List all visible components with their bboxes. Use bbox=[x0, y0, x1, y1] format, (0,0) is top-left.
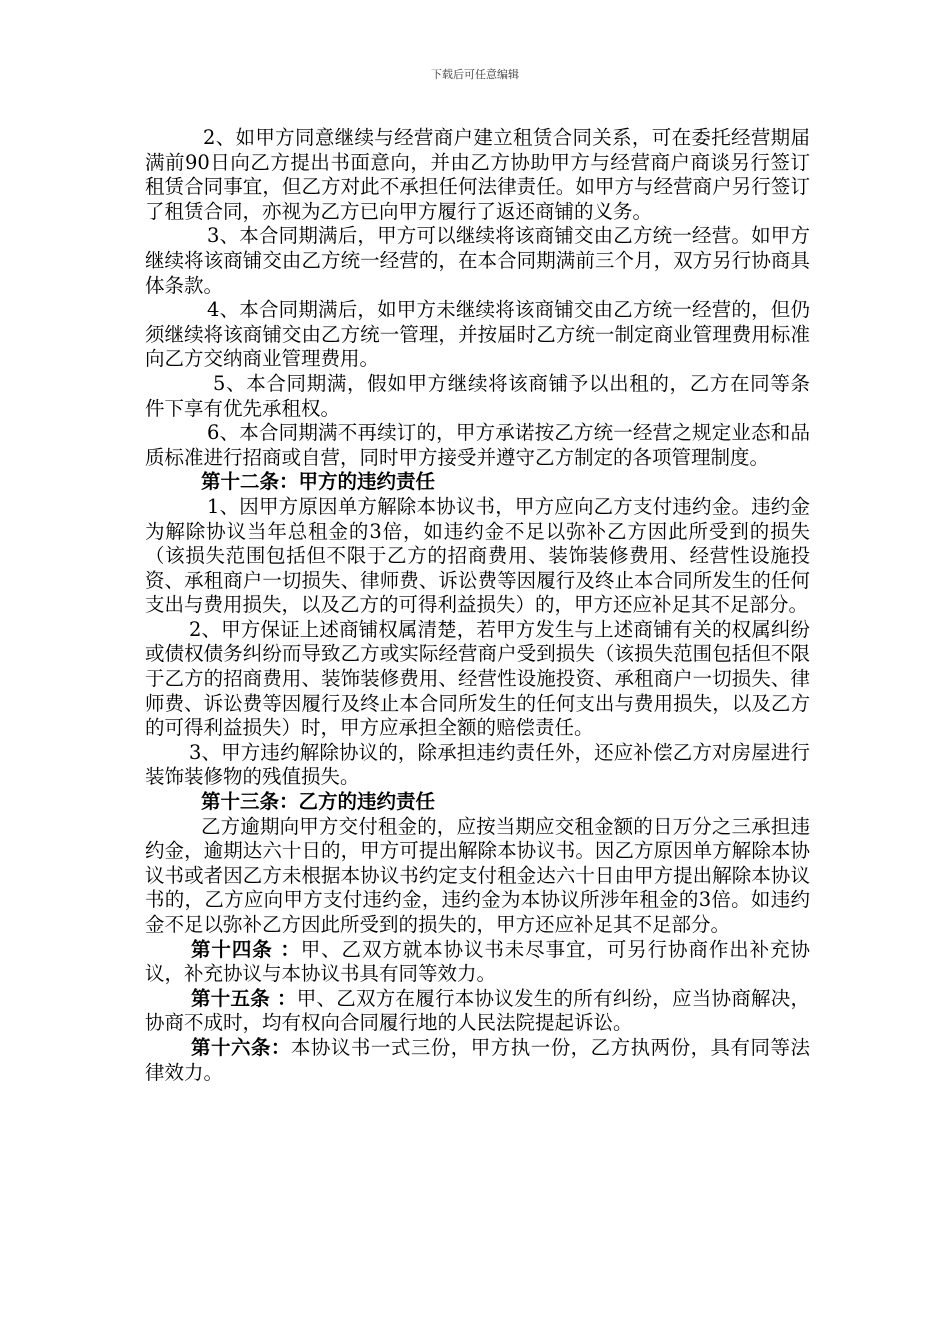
document-body bbox=[145, 126, 810, 1085]
clause16 bbox=[145, 1036, 810, 1085]
clause12-item-1: 1、因甲方原因单方解除本协议书，甲方应向乙方支付违约金。违约金为解除协议当年总租金的3倍，如违约金不足以弥补乙方因此所受到的损失（该损失范围包括但不限于乙方的招商费用、装饰装修费用、经营性设施投资、承租商户一切损失、律师费、诉讼费等因履行及终止本合同所发生的任何支出与费用损失，以及乙方的可得利益损失）的，甲方还应补足其不足部分。 bbox=[145, 494, 810, 617]
clause13-text: 乙方逾期向甲方交付租金的，应按当期应交租金额的日万分之三承担违约金，逾期达六十日的，甲方可提出解除本协议书。因乙方原因单方解除本协议书或者因乙方未根据本协议书约定支付租金达六十日由甲方提出解除本协议书的，乙方应向甲方支付违约金，违约金为本协议所涉年租金的3倍。如违约金不足以弥补乙方因此所受到的损失的，甲方还应补足其不足部分。 bbox=[145, 814, 810, 936]
clause12-item-3: 3、甲方违约解除协议的，除承担违约责任外，还应补偿乙方对房屋进行装饰装修物的残值损失。 bbox=[145, 740, 810, 789]
clause15-text: 甲、乙双方在履行本协议发生的所有纠纷，应当协商解决，协商不成时，均有权向合同履行地的人民法院提起诉讼。 bbox=[145, 986, 810, 1035]
clause15 bbox=[145, 987, 810, 1036]
clause11-item-5: 5、本合同期满，假如甲方继续将该商铺予以出租的，乙方在同等条件下享有优先承租权。 bbox=[145, 371, 810, 420]
clause11-item-2: 2、如甲方同意继续与经营商户建立租赁合同关系，可在委托经营期届满前90日向乙方提出书面意向，并由乙方协助甲方与经营商户商谈另行签订租赁合同事宜，但乙方对此不承担任何法律责任。如甲方与经营商户另行签订了租赁合同，亦视为乙方已向甲方履行了返还商铺的义务。 bbox=[145, 126, 810, 223]
clause13-heading: 第十三条：乙方的违约责任 bbox=[201, 790, 436, 814]
clause12-heading: 第十二条：甲方的违约责任 bbox=[201, 470, 436, 494]
clause12-item-2: 2、甲方保证上述商铺权属清楚，若甲方发生与上述商铺有关的权属纠纷或债权债务纠纷而导致乙方或实际经营商户受到损失（该损失范围包括但不限于乙方的招商费用、装饰装修费用、经营性设施投资、承租商户一切损失、律师费、诉讼费等因履行及终止本合同所发生的任何支出与费用损失，以及乙方的可得利益损失）时，甲方应承担全额的赔偿责任。 bbox=[145, 617, 810, 740]
page-header: 下载后可任意编辑 bbox=[431, 68, 519, 81]
clause14-text: 甲、乙双方就本协议书未尽事宜，可另行协商作出补充协议，补充协议与本协议书具有同等效力。 bbox=[145, 937, 810, 986]
clause14-heading: 第十四条 ： bbox=[191, 937, 301, 961]
clause15-heading: 第十五条 ： bbox=[191, 986, 297, 1010]
clause16-text: 本协议书一式三份，甲方执一份，乙方执两份，具有同等法律效力。 bbox=[145, 1035, 810, 1084]
clause11-item-3: 3、本合同期满后，甲方可以继续将该商铺交由乙方统一经营。如甲方继续将该商铺交由乙方统一经营的，在本合同期满前三个月，双方另行协商具体条款。 bbox=[145, 224, 810, 297]
clause11-item-4: 4、本合同期满后，如甲方未继续将该商铺交由乙方统一经营的，但仍须继续将该商铺交由乙方统一管理，并按届时乙方统一制定商业管理费用标准向乙方交纳商业管理费用。 bbox=[145, 298, 810, 371]
clause11-item-6: 6、本合同期满不再续订的，甲方承诺按乙方统一经营之规定业态和品质标准进行招商或自营，同时甲方接受并遵守乙方制定的各项管理制度。 bbox=[145, 421, 810, 469]
clause16-heading: 第十六条： bbox=[191, 1035, 291, 1059]
clause14 bbox=[145, 938, 810, 987]
